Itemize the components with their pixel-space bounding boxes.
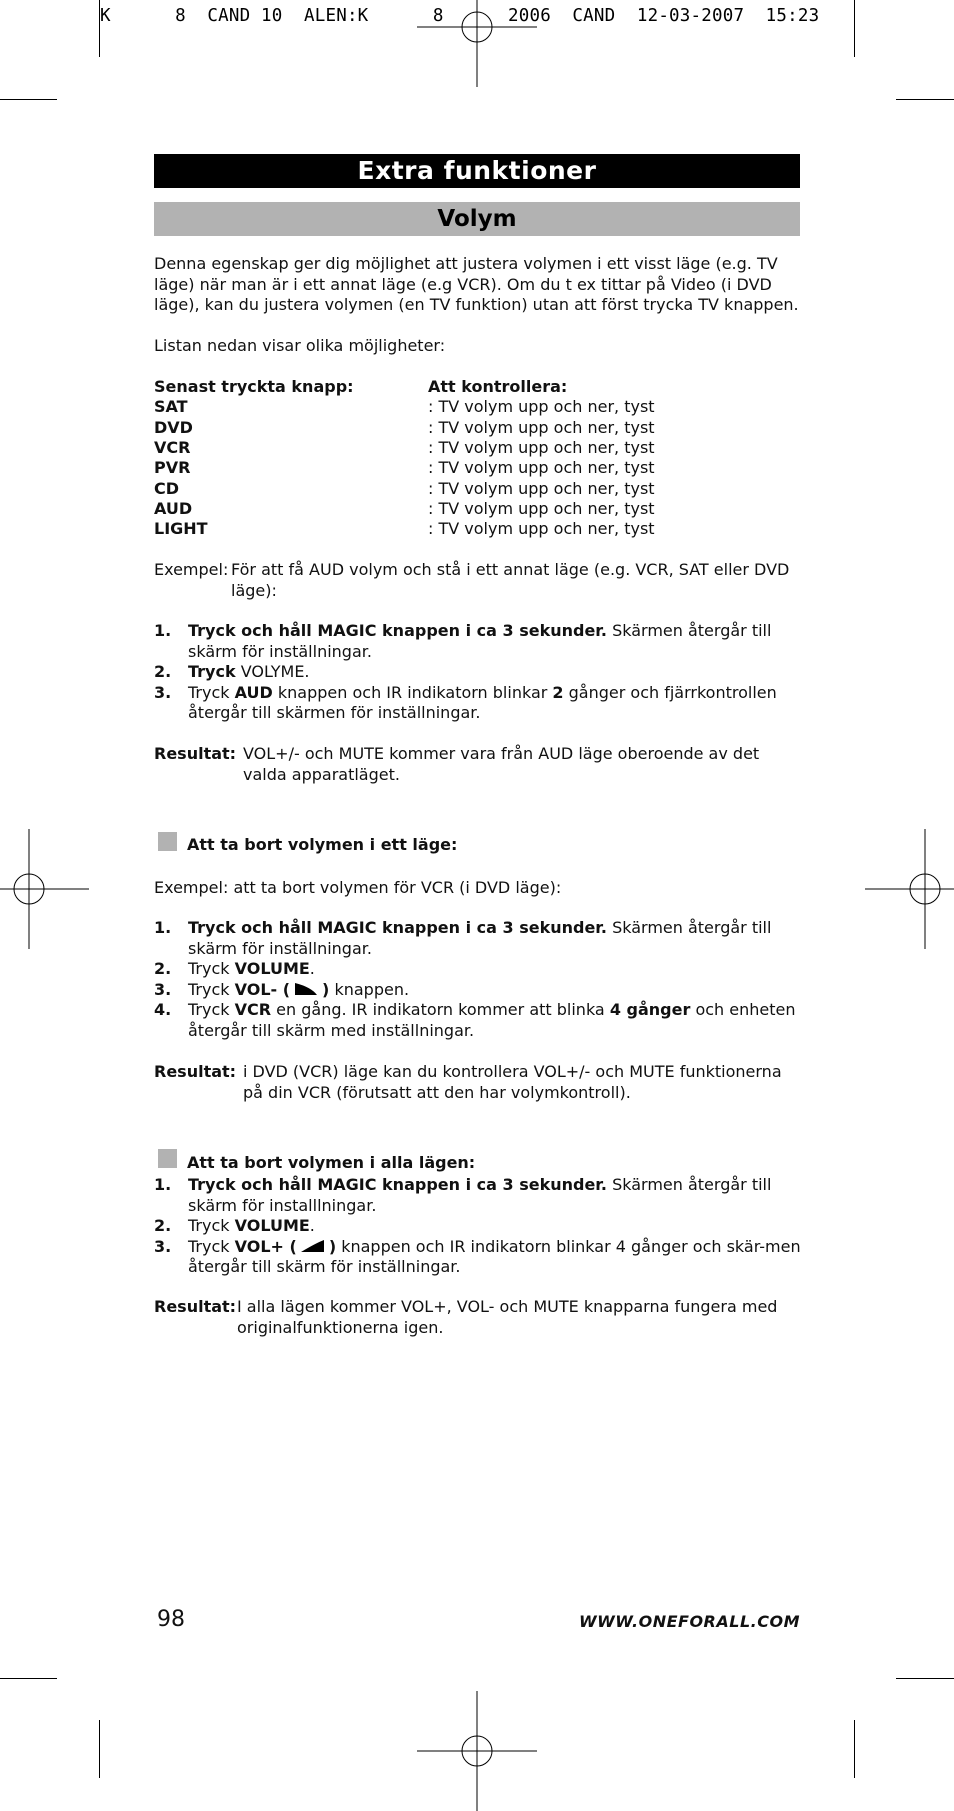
slug-right: 2006 CAND 12-03-2007 15:23 xyxy=(508,6,820,26)
example-text: För att få AUD volym och stå i ett annat läge (e.g. VCR, SAT eller DVD läge): xyxy=(231,560,790,600)
table-row-key: CD xyxy=(154,479,180,498)
registration-mark-top xyxy=(417,0,537,87)
crop-mark xyxy=(99,0,100,57)
table-row-value: : TV volym upp och ner, tyst xyxy=(428,458,655,477)
result-text: VOL+/- och MUTE kommer vara från AUD läge oberoende av det valda apparatläget. xyxy=(243,744,760,784)
volume-up-icon xyxy=(300,1239,326,1253)
result-2 xyxy=(154,1062,804,1103)
steps-list-3 xyxy=(154,1175,804,1278)
bullet-square-icon xyxy=(158,832,177,851)
section-heading: Att ta bort volymen i alla lägen: xyxy=(187,1153,476,1172)
table-row-value: : TV volym upp och ner, tyst xyxy=(428,499,655,518)
result-label: Resultat: xyxy=(154,1297,237,1316)
intro-paragraph: Denna egenskap ger dig möjlighet att justera volymen i ett visst läge (e.g. TV läge) när man är i ett annat läge (e.g VCR). Om du t ex tittar på Video (i DVD läge), kan du justera volymen (en TV funktion) utan att först trycka TV knappen. xyxy=(154,254,799,314)
table-row-value: : TV volym upp och ner, tyst xyxy=(428,418,655,437)
list-item: 2. Tryck VOLYME. xyxy=(154,662,310,681)
crop-mark xyxy=(0,99,57,100)
registration-mark-right xyxy=(865,829,954,949)
subsection-title: Volym xyxy=(154,202,800,236)
crop-mark xyxy=(896,99,954,100)
example-label: Exempel: xyxy=(154,560,229,579)
result-3 xyxy=(154,1297,804,1338)
table-header-right: Att kontrollera: xyxy=(428,377,568,396)
result-label: Resultat: xyxy=(154,1062,237,1081)
section-heading: Att ta bort volymen i ett läge: xyxy=(187,835,458,854)
example-2: Exempel: att ta bort volymen för VCR (i DVD läge): xyxy=(154,878,562,897)
table-row-value: : TV volym upp och ner, tyst xyxy=(428,438,655,457)
slug-job: 8 CAND 10 ALEN:K xyxy=(175,6,369,26)
list-intro: Listan nedan visar olika möjligheter: xyxy=(154,336,446,355)
example-1 xyxy=(154,560,804,601)
list-item: 3. Tryck VOL+ ( ) knappen och IR indikatorn blinkar 4 gånger och skär-men återgår till skärm för inställningar. xyxy=(154,1236,801,1276)
section-title: Extra funktioner xyxy=(154,154,800,188)
table-row-key: DVD xyxy=(154,418,193,437)
bullet-square-icon xyxy=(158,1149,177,1168)
list-item: 3. Tryck VOL- ( ) knappen. xyxy=(154,979,410,999)
crop-mark xyxy=(854,1720,855,1778)
table-row-key: AUD xyxy=(154,499,193,518)
volume-down-icon xyxy=(293,982,319,996)
result-label: Resultat: xyxy=(154,744,237,763)
crop-mark xyxy=(99,1720,100,1778)
list-item: 2. Tryck VOLUME. xyxy=(154,959,315,978)
table-row-key: PVR xyxy=(154,458,191,477)
table-row-key: LIGHT xyxy=(154,519,208,538)
table-row-value: : TV volym upp och ner, tyst xyxy=(428,397,655,416)
result-text: i DVD (VCR) läge kan du kontrollera VOL+/- och MUTE funktionerna på din VCR (förutsatt att den har volymkontroll). xyxy=(243,1062,782,1102)
list-item: 3. Tryck AUD knappen och IR indikatorn blinkar 2 gånger och fjärrkontrollen återgår till skärmen för inställningar. xyxy=(154,682,777,722)
list-item: 4. Tryck VCR en gång. IR indikatorn kommer att blinka 4 gånger och enheten återgår till skärm med inställningar. xyxy=(154,1000,796,1040)
result-1 xyxy=(154,744,804,785)
table-row-value: : TV volym upp och ner, tyst xyxy=(428,479,655,498)
website-link: WWW.ONEFORALL.COM xyxy=(578,1612,800,1631)
registration-mark-bottom xyxy=(417,1691,537,1811)
crop-mark xyxy=(0,1678,57,1679)
table-row-key: VCR xyxy=(154,438,191,457)
result-text: I alla lägen kommer VOL+, VOL- och MUTE knapparna fungera med originalfunktionerna igen. xyxy=(237,1297,778,1337)
table-row-value: : TV volym upp och ner, tyst xyxy=(428,519,655,538)
list-item: 1. Tryck och håll MAGIC knappen i ca 3 sekunder. Skärmen återgår till skärm för inställningar. xyxy=(154,621,772,661)
steps-list-2 xyxy=(154,918,804,1041)
list-item: 2. Tryck VOLUME. xyxy=(154,1216,315,1235)
steps-list-1 xyxy=(154,621,804,724)
list-item: 1. Tryck och håll MAGIC knappen i ca 3 sekunder. Skärmen återgår till skärm för inställningar. xyxy=(154,918,772,958)
table-header-left: Senast tryckta knapp: xyxy=(154,377,354,396)
registration-mark-left xyxy=(0,829,89,949)
slug-left: K xyxy=(100,6,111,26)
table-row-key: SAT xyxy=(154,397,188,416)
crop-mark xyxy=(854,0,855,57)
crop-mark xyxy=(896,1678,954,1679)
page-number: 98 xyxy=(157,1607,185,1632)
list-item: 1. Tryck och håll MAGIC knappen i ca 3 sekunder. Skärmen återgår till skärm för installlningar. xyxy=(154,1175,772,1215)
slug-page: 8 xyxy=(432,6,444,26)
